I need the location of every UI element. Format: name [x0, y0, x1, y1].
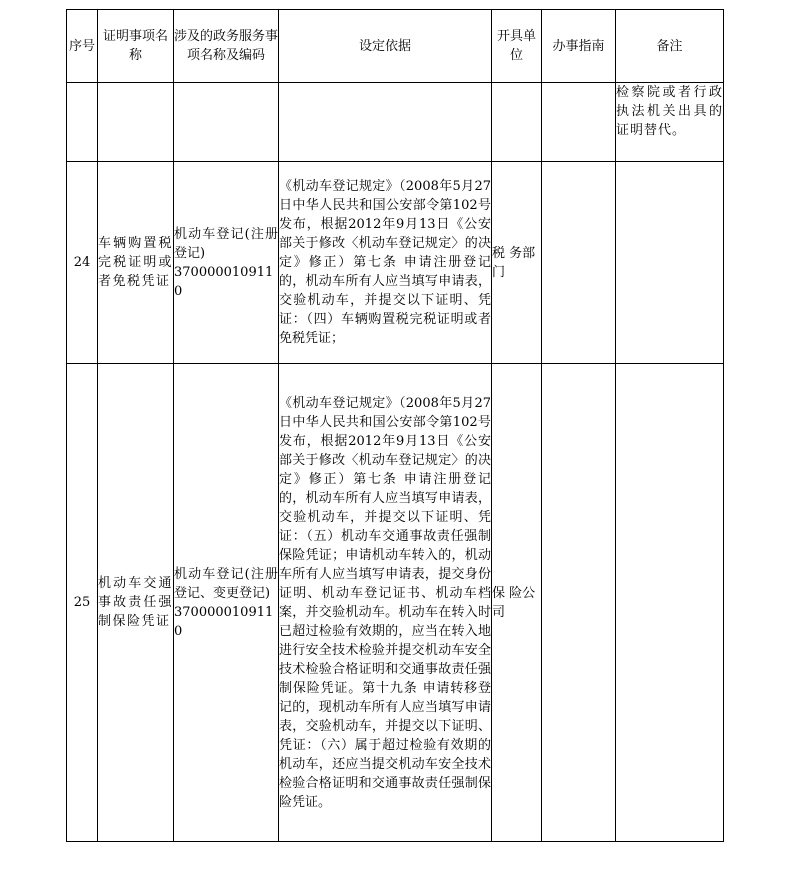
row-note [616, 364, 724, 842]
continuation-row [67, 83, 724, 162]
certification-table [66, 9, 724, 842]
row-guide [542, 364, 616, 842]
row-basis: 《机动车登记规定》（2008年5月27日中华人民共和国公安部令第102号发布，根据2012年9月13日《公安部关于修改〈机动车登记规定〉的决定》修正）第七条 申请注册登记的，机动车所有人应当填写申请表，交验机动车，并提交以下证明、凭证：（四）车辆购置税完税证明或者免税凭证； [279, 162, 492, 364]
cell-empty [279, 83, 492, 162]
row-seq: 24 [67, 162, 98, 364]
row-service-name: 机动车登记(注册登记) [174, 226, 278, 261]
row-service-code: 3700000109110 [174, 264, 274, 299]
header-service: 涉及的政务服务事项名称及编码 [174, 10, 279, 83]
cell-empty [98, 83, 174, 162]
row-issuer: 税 务部门 [492, 162, 542, 364]
row-seq: 25 [67, 364, 98, 842]
row-note [616, 162, 724, 364]
row-guide [542, 162, 616, 364]
row-service-name: 机动车登记(注册登记、变更登记) [174, 566, 278, 601]
row-item-name: 车辆购置税完税证明或者免税凭证 [98, 162, 174, 364]
row-issuer: 保 险公司 [492, 364, 542, 842]
header-item-name: 证明事项名称 [98, 10, 174, 83]
cell-empty [542, 83, 616, 162]
row-item-name: 机动车交通事故责任强制保险凭证 [98, 364, 174, 842]
header-row [67, 10, 724, 83]
cell-empty [174, 83, 279, 162]
continued-note: 检察院或者行政执法机关出具的证明替代。 [616, 83, 724, 162]
header-basis: 设定依据 [279, 10, 492, 83]
cell-empty [67, 83, 98, 162]
cell-empty [492, 83, 542, 162]
row-service [174, 364, 279, 842]
header-note: 备注 [616, 10, 724, 83]
header-seq: 序号 [67, 10, 98, 83]
header-issuer: 开具单位 [492, 10, 542, 83]
row-service [174, 162, 279, 364]
row-basis: 《机动车登记规定》（2008年5月27日中华人民共和国公安部令第102号发布，根据2012年9月13日《公安部关于修改〈机动车登记规定〉的决定》修正）第七条 申请注册登记的，机动车所有人应当填写申请表，交验机动车，并提交以下证明、凭证：（五）机动车交通事故责任强制保险凭证；申请机动车转入的，机动车所有人应当填写申请表，提交身份证明、机动车登记证书、机动车档案，并交验机动车。机动车在转入时已超过检验有效期的，应当在转入地进行安全技术检验并提交机动车安全技术检验合格证明和交通事故责任强制保险凭证。第十九条 申请转移登记的，现机动车所有人应当填写申请表，交验机动车，并提交以下证明、凭证：（六）属于超过检验有效期的机动车，还应当提交机动车安全技术检验合格证明和交通事故责任强制保险凭证。 [279, 364, 492, 842]
header-guide: 办事指南 [542, 10, 616, 83]
table-row [67, 364, 724, 842]
row-service-code: 3700000109110 [174, 604, 274, 639]
table-row [67, 162, 724, 364]
